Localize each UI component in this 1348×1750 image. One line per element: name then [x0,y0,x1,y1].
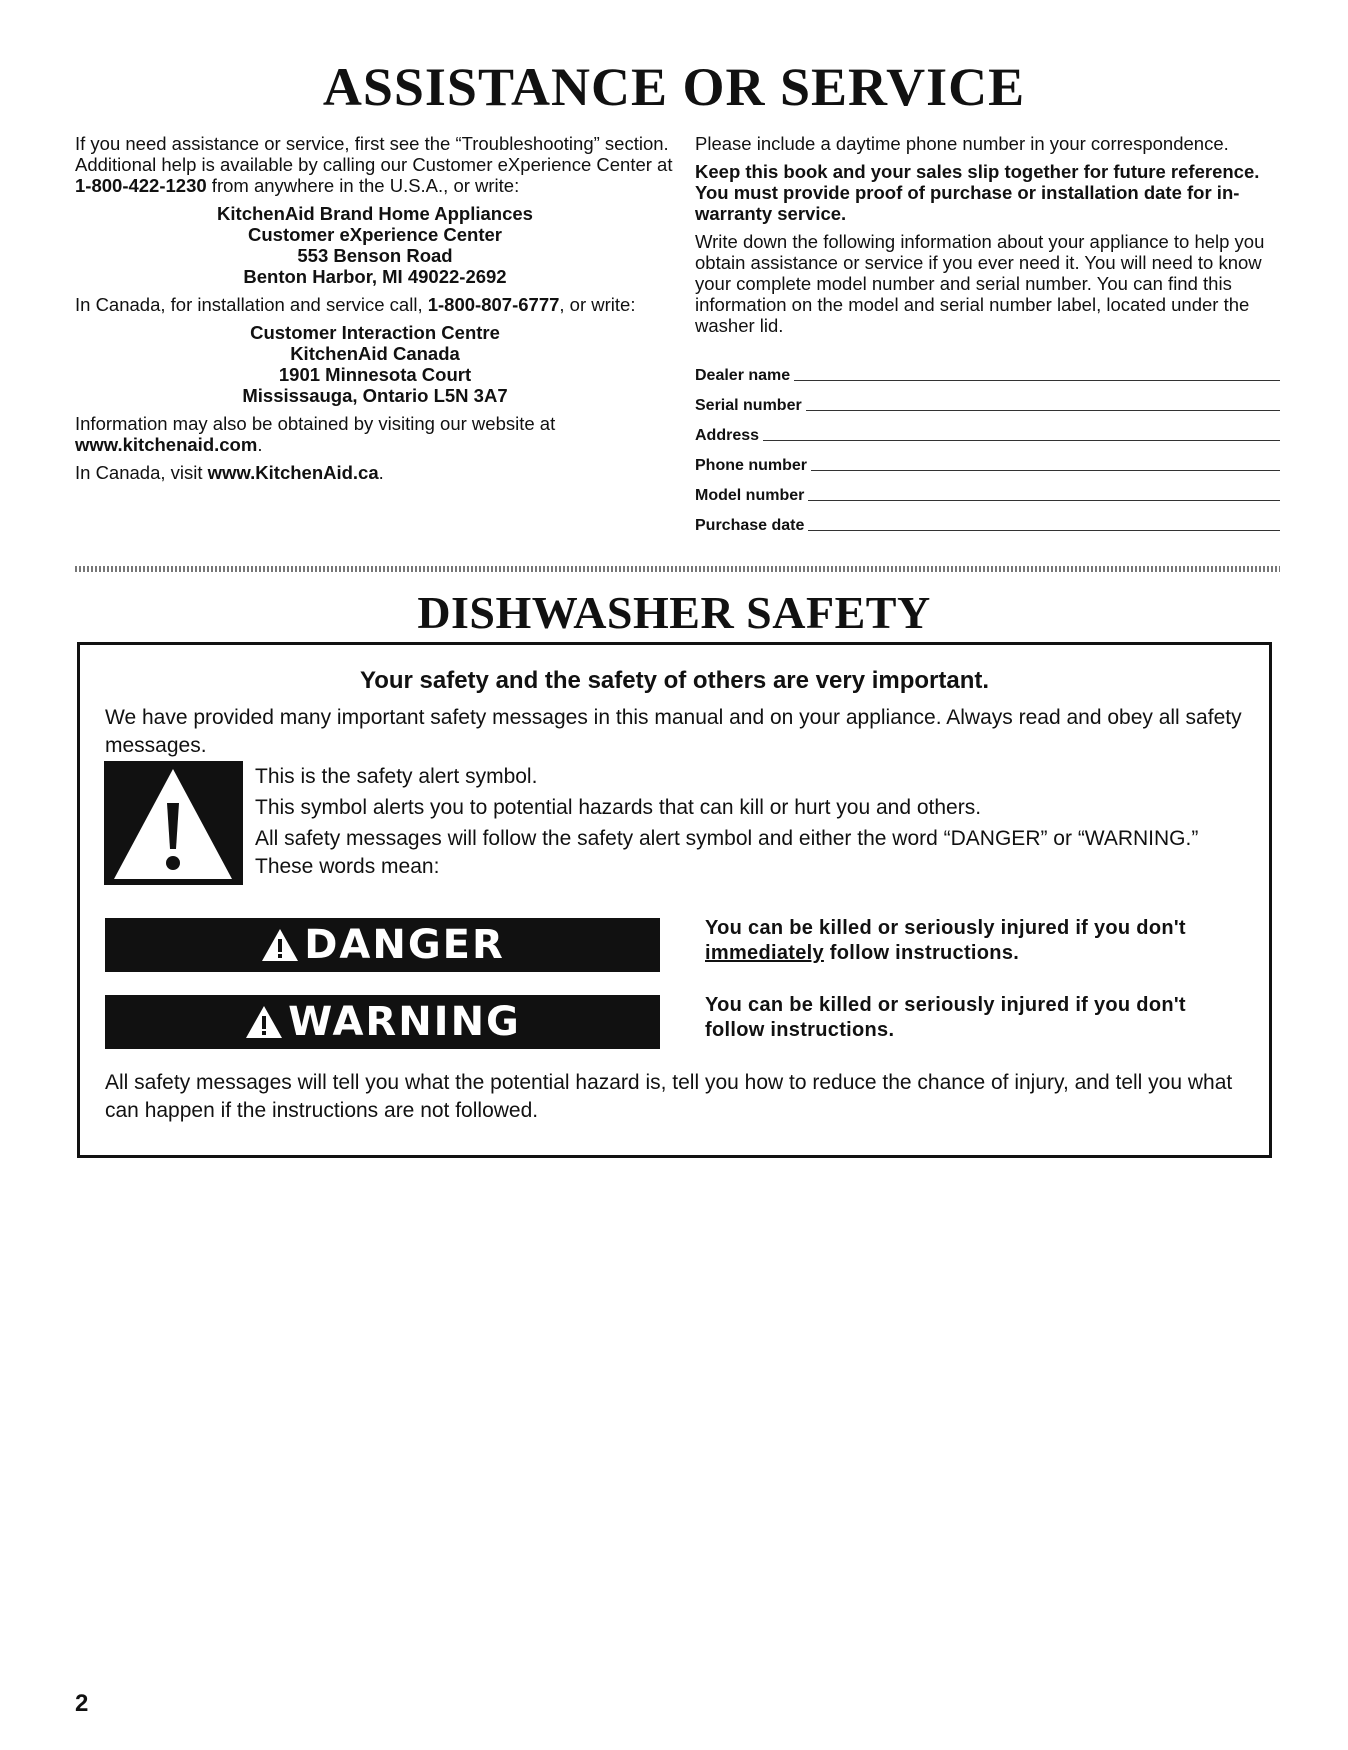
us-address: KitchenAid Brand Home Appliances Customer eXperience Center 553 Benson Road Benton Harbor, MI 49022-2692 [217,203,533,287]
warning-label: WARNING [288,999,521,1045]
keep-note: Keep this book and your sales slip together for future reference. You must provide proof of purchase or installation date for in-warranty service. [695,161,1260,224]
canada-service: In Canada, for installation and service call, 1-800-807-6777, or write: [75,294,636,315]
warning-alert-icon [244,1004,284,1040]
write-down-note: Write down the following information about your appliance to help you obtain assistance or service if you ever need it. You will need to know your complete model number and serial number. You can find this information on the model and serial number label, located under the washer lid. [695,231,1265,336]
safety-alert-icon [104,761,243,885]
website-link[interactable]: www.kitchenaid.com [75,434,258,455]
us-phone: 1-800-422-1230 [75,175,207,196]
warning-signal-bar [105,995,660,1049]
form-row-address: Address [695,416,1280,446]
danger-label: DANGER [304,922,505,968]
phone-note: Please include a daytime phone number in your correspondence. [695,133,1229,154]
phone-number-line[interactable] [811,470,1280,471]
page-number: 2 [75,1690,89,1717]
danger-alert-icon [260,927,300,963]
canada-address: Customer Interaction Centre KitchenAid Canada 1901 Minnesota Court Mississauga, Ontario L5N 3A7 [242,322,508,406]
danger-signal-bar [105,918,660,972]
model-number-line[interactable] [808,500,1280,501]
assistance-title: ASSISTANCE OR SERVICE [322,57,1026,117]
assistance-left-column [75,133,675,490]
form-row-phone-number: Phone number [695,446,1280,476]
canada-website-info: In Canada, visit www.KitchenAid.ca. [75,462,384,483]
safety-box [77,642,1272,1158]
safety-intro: We have provided many important safety messages in this manual and on your appliance. Always read and obey all safety messages. [105,706,1242,757]
safety-outro: All safety messages will tell you what the potential hazard is, tell you how to reduce the chance of injury, and tell you what can happen if the instructions are not followed. [105,1071,1233,1122]
serial-number-line[interactable] [806,410,1280,411]
form-row-purchase-date: Purchase date [695,506,1280,536]
alert-explanation: This is the safety alert symbol. This symbol alerts you to potential hazards that can kill or hurt you and others. All safety messages will follow the safety alert symbol and either the word “DANGER” or “WARNING.” These words mean: [255,765,1199,878]
address-line[interactable] [763,440,1280,441]
safety-heading: Your safety and the safety of others are very important. [359,667,990,694]
website-info: Information may also be obtained by visiting our website at www.kitchenaid.com. [75,413,556,455]
appliance-info-form [695,356,1280,536]
purchase-date-line[interactable] [808,530,1280,531]
form-row-serial-number: Serial number [695,386,1280,416]
danger-meaning: You can be killed or seriously injured if you don't immediately follow instructions. [705,917,1186,964]
assistance-right-column [695,133,1280,536]
safety-title: DISHWASHER SAFETY [417,587,931,638]
form-row-model-number: Model number [695,476,1280,506]
canada-phone: 1-800-807-6777 [427,294,560,315]
dealer-name-line[interactable] [794,380,1280,381]
dotted-divider [75,566,1280,572]
form-row-dealer-name: Dealer name [695,356,1280,386]
canada-website-link[interactable]: www.KitchenAid.ca [207,462,379,483]
warning-meaning: You can be killed or seriously injured if you don't follow instructions. [705,994,1186,1041]
assistance-intro: If you need assistance or service, first see the “Troubleshooting” section. Additional help is available by calling our Customer eXperience Center at 1-800-422-1230 from anywhere in the U.S.A., or write: [75,133,673,196]
